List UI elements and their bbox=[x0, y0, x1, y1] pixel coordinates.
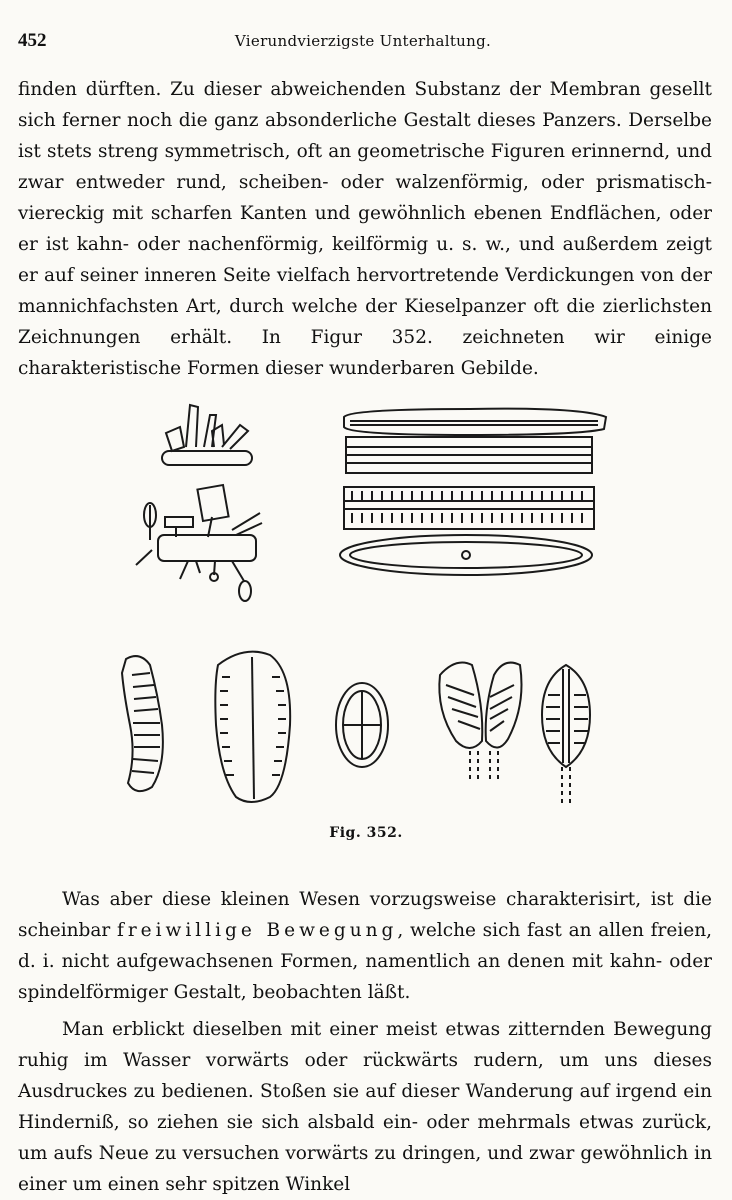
paragraph-text: finden dürften. Zu dieser abweichenden Substanz der Membran gesellt sich ferner noch die ganz absonderliche Gestalt dieses Panzers. Derselbe ist stets streng symmetrisch, oft an geometrische Figuren erinnernd, und zwar entweder rund, scheiben- oder walzenförmig, oder prismatisch-viereckig mit scharfen Kanten und gewöhnlich ebenen Endflächen, oder er ist kahn- oder nachenförmig, keilförmig u. s. w., und außerdem zeigt er auf seiner inneren Seite vielfach hervortretende Verdickungen von der mannichfachsten Art, durch welche der Kieselpanzer oft die zierlichsten Zeichnungen erhält. In Figur 352. zeichneten wir einige charakteristische Formen dieser wunderbaren Gebilde. bbox=[18, 79, 712, 379]
diatom-curved bbox=[122, 656, 163, 791]
body-paragraph-1 bbox=[18, 74, 712, 384]
diatom-oval-cross bbox=[336, 683, 388, 767]
page-header bbox=[18, 30, 708, 54]
diatom-illustrations bbox=[0, 395, 732, 825]
body-paragraphs-2-3 bbox=[18, 884, 712, 1200]
paragraph-2-rest: , welche sich fast an allen freien, d. i. nicht aufgewachsenen Formen, namentlich an denen mit kahn- oder spindelförmiger Gestalt, beobachten läßt. bbox=[18, 920, 712, 1003]
paragraph-2 bbox=[18, 884, 712, 1008]
figure-caption: Fig. 352. bbox=[329, 825, 403, 841]
figure-352 bbox=[0, 395, 732, 865]
diatom-paired bbox=[439, 663, 521, 781]
page-number: 452 bbox=[18, 30, 47, 51]
running-head: Vierundvierzigste Unterhaltung. bbox=[234, 32, 492, 50]
diatom-frustule-valve bbox=[340, 487, 594, 575]
diatom-navicula bbox=[542, 665, 590, 807]
diatom-colony-branched bbox=[136, 485, 262, 601]
paragraph-2-lead: Was aber diese kleinen Wesen vorzugsweise charakterisirt, ist die scheinbar bbox=[18, 889, 712, 941]
diatom-colony-small bbox=[162, 405, 252, 465]
diatom-wedge bbox=[215, 652, 290, 802]
emphasis-spaced: freiwillige Bewegung bbox=[116, 920, 398, 941]
paragraph-3: Man erblickt dieselben mit einer meist etwas zitternden Bewegung ruhig im Wasser vorwärts oder rückwärts rudern, um uns dieses Ausdruckes zu bedienen. Stoßen sie auf dieser Wanderung auf irgend ein Hinderniß, so ziehen sie sich alsbald ein- oder mehrmals etwas zurück, um aufs Neue zu versuchen vorwärts zu dringen, und zwar gewöhnlich in einer um einen sehr spitzen Winkel bbox=[18, 1019, 712, 1195]
diatom-frustule-girdle bbox=[344, 409, 606, 473]
